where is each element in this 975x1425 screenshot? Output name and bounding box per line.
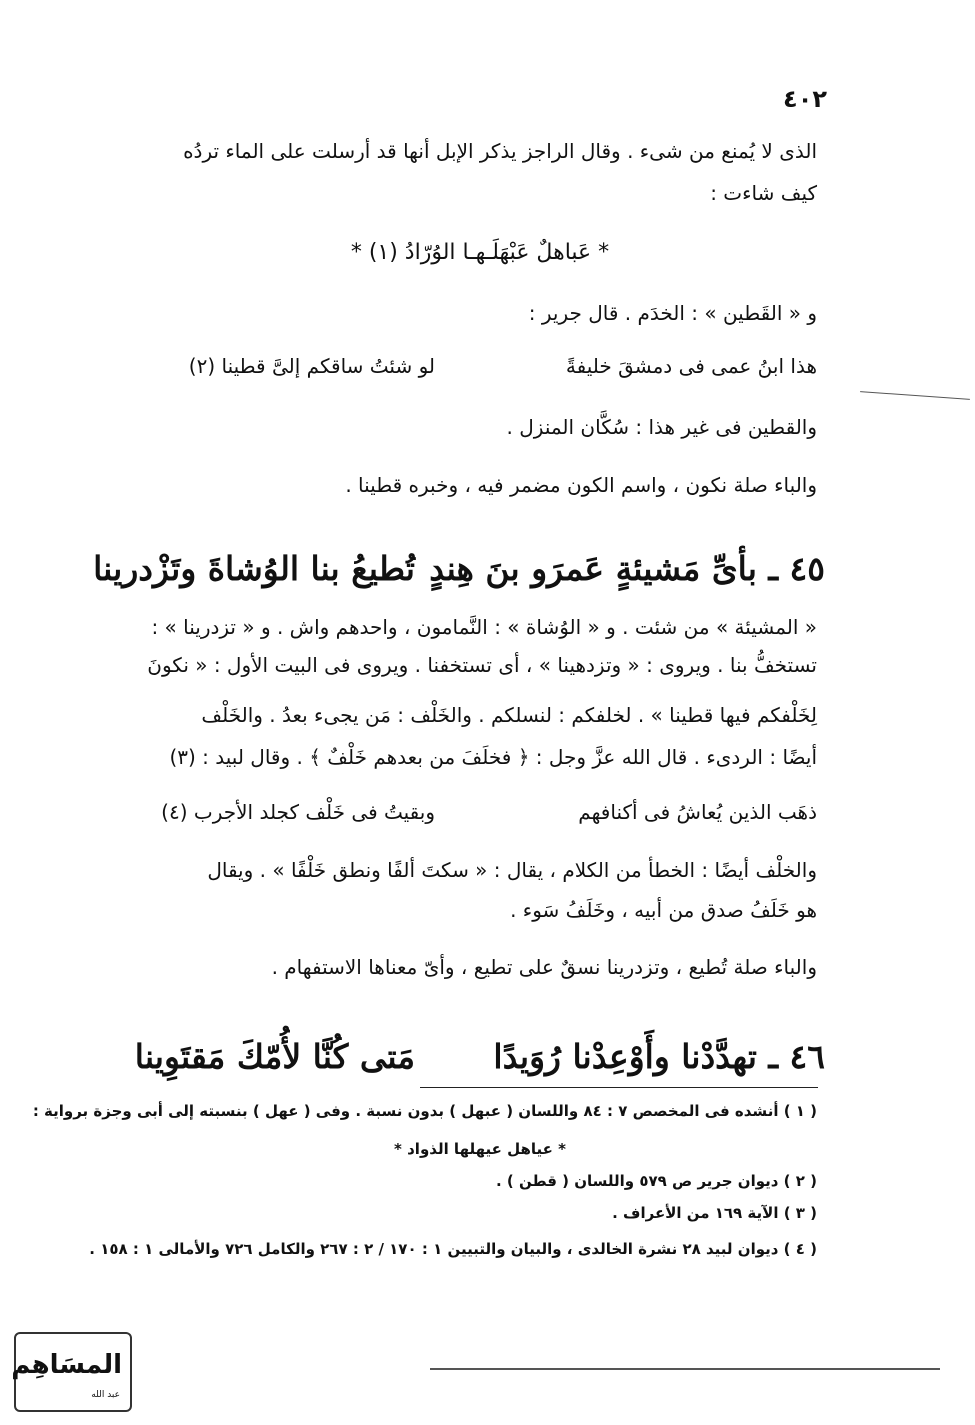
verse-heading-46-right: ٤٦ ـ تهدَّدْنا وأَوْعِدْنا رُوَيدًا xyxy=(493,1037,825,1076)
text-line: والقطين فى غير هذا : سُكَّان المنزل . xyxy=(506,415,817,439)
library-stamp xyxy=(11,1332,132,1412)
footnote-divider xyxy=(420,1087,818,1088)
text-line: والباء صلة تُطيع ، وتزدرينا نسقٌ على تطيع ، وأىّ معناها الاستفهام . xyxy=(271,955,817,979)
text-line: هو خَلَفُ صدق من أبيه ، وخَلَفُ سَوء . xyxy=(510,898,817,922)
verse-heading-45-right: ٤٥ ـ بأىِّ مَشيئةٍ عَمرَو بنَ هِندٍ xyxy=(429,549,825,588)
margin-mark xyxy=(860,391,970,400)
footnote: ( ٢ ) ديوان جرير ص ٥٧٩ واللسان ( قطن ) . xyxy=(495,1172,817,1190)
text-line: كيف شاءت : xyxy=(710,181,817,205)
stamp-subtitle: عبد الله xyxy=(91,1390,120,1400)
text-line: و « القَطين » : الخدَم . قال جرير : xyxy=(528,301,817,325)
text-line: أيضًا : الردىء . قال الله عزَّ وجل : ﴿ فخلَفَ من بعدهم خَلْفٌ ﴾ . وقال لبيد : (٣) xyxy=(169,745,817,769)
text-line: الذى لا يُمنع من شىء . وقال الراجز يذكر الإبل أنها قد أرسلت على الماء تردُه xyxy=(183,139,817,163)
stamp-title: المسَاهِم xyxy=(11,1350,122,1380)
verse-hemistich-right: هذا ابنُ عمى فى دمشقَ خليفةً xyxy=(565,354,817,378)
page-number: ٤٠٢ xyxy=(783,85,827,113)
text-line: والباء صلة نكون ، واسم الكون مضمر فيه ، وخبره قطينا . xyxy=(345,473,817,497)
verse-heading-45-left: تُطيعُ بنا الوُشاةَ وتَزْدرينا xyxy=(93,549,415,588)
text-line: تستخفُّ بنا . ويروى : « وتزدهينا » ، أى تستخفنا . ويروى فى البيت الأول : « نكونَ xyxy=(147,653,817,677)
text-line: والخلْف أيضًا : الخطأ من الكلام ، يقال : « سكتَ ألفًا ونطق خَلْفًا » . ويقال xyxy=(207,858,817,882)
footnote: ( ٤ ) ديوان لبيد ٢٨ نشرة الخالدى ، والبيان والتبيين ١ : ١٧٠ / ٢ : ٢٦٧ والكامل ٧٢٦ والأمالى ١ : ١٥٨ . xyxy=(89,1240,817,1258)
footnote: ( ٣ ) الآية ١٦٩ من الأعراف . xyxy=(612,1204,817,1222)
verse-heading-46-left: مَتى كُنَّا لأُمّكَ مَقتَوِينا xyxy=(134,1037,415,1076)
bottom-scan-line xyxy=(430,1368,940,1370)
text-line: لِخَلْفكم فيها قطينا » . لخلفكم : لنسلكم . والخَلْف : مَن يجىء بعدُ . والخَلْف xyxy=(201,703,817,727)
verse-hemistich-right: ذهَب الذين يُعاشُ فى أكنافهم xyxy=(578,800,817,824)
text-line: « المشيئة » من شئت . و « الوُشاة » : النَّمامون ، واحدهم واش . و « تزدرينا » : xyxy=(151,615,817,639)
footnote-verse: * عياهل عيهلها الذواد * xyxy=(394,1140,566,1158)
verse-hemistich-left: لو شئتُ ساقكم إلىَّ قطينا (٢) xyxy=(188,354,435,378)
verse-hemistich-left: وبقيتُ فى خَلْف كجلد الأجرب (٤) xyxy=(161,800,435,824)
verse-line: * عَباهلٌ عَبْهَلَـهـا الوُرّادُ (١) * xyxy=(350,240,610,265)
footnote: ( ١ ) أنشده فى المخصص ٧ : ٨٤ واللسان ( عبهل ) بدون نسبة . وفى ( عهل ) بنسبته إلى أبى وجزة برواية : xyxy=(32,1102,817,1120)
